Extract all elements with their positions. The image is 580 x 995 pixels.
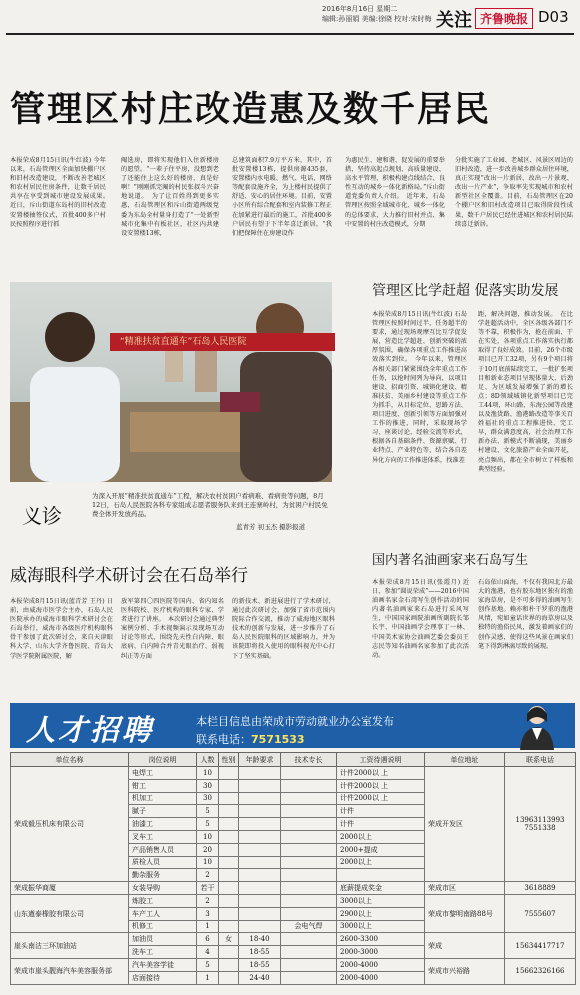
- cell-position: 汽车美容学徒: [129, 958, 197, 971]
- story2-headline: 管理区比学赶超 促落实助发展: [372, 283, 559, 299]
- cell-position: 钳工: [129, 779, 197, 792]
- cell-position: 叉车工: [129, 830, 197, 843]
- cell-position: 炼胶工: [129, 894, 197, 907]
- cell-salary: 2000-4000: [337, 958, 425, 971]
- story2-column-1: 本报荣成8月15日讯(牛红波) 石岛管理区按照时间过半，任务超半的要求，通过现场观摩互比互学促发展，营造比学超赶、创新突破的浓厚氛围，确保各项重点工作推进高效落实到位。 今年以来，管理区各相关部门紧紧围绕全年重点工作任务，以抢时间列为导向，以项目建设、招商引资、城镇化建设、精准扶贫、美丽乡村建设等重点工作为抓手，从目标定位、思路方法、项目进度、创新引领等方面加强对工作的推进，同时，采取现场学习、座谈讨论、经验交流等形式，根据各自基础条件、资源禀赋、行业特点、产业特色等，结合各自差异化方向的工作推进体系，找准差: [372, 311, 467, 464]
- cell-salary: 2000+提成: [337, 843, 425, 856]
- story3-column-3: 的新技术、新进展进行了学术研讨，通过此次研讨会，加强了省市范围内院际合作交流，推动了威海地区眼科技术的创新与发展，进一步推升了石岛人民医院眼科的区域影响力，并为该院即将投入使用的眼科视光中心打下了坚实基础。: [232, 598, 335, 660]
- cell-age: [239, 805, 281, 818]
- cell-gender: [219, 869, 239, 882]
- cell-position: 勤杂服务: [129, 869, 197, 882]
- cell-position: 腻子: [129, 805, 197, 818]
- cell-phone: 3618889: [505, 882, 576, 895]
- cell-gender: [219, 830, 239, 843]
- cell-count: 2: [197, 869, 219, 882]
- recruit-phone: 7571533: [251, 733, 305, 746]
- photo-caption-title: 义诊: [22, 504, 62, 528]
- col-count: 人数: [197, 753, 219, 767]
- cell-skill: [281, 958, 337, 971]
- cell-age: [239, 920, 281, 933]
- cell-count: 5: [197, 805, 219, 818]
- cell-skill: [281, 946, 337, 959]
- cell-gender: [219, 920, 239, 933]
- cell-count: 20: [197, 843, 219, 856]
- cell-skill: [281, 843, 337, 856]
- story3-column-2: 放军第四〇四医院等国内、省内知名医科院校、医疗机构的眼科专家、学者进行了讲座。 本次研讨会通过典型案例分析、手术视频演示及现场互动讨论等形式，围绕先天性白内障、眼底病、白内障合并青光眼治疗、弱视纠正等方面: [121, 598, 224, 660]
- cell-phone: 13963113993 7551338: [505, 767, 576, 882]
- cell-gender: [219, 818, 239, 831]
- cell-salary: 计件2000以 上: [337, 779, 425, 792]
- cell-count: 若干: [197, 882, 219, 895]
- cell-gender: [219, 779, 239, 792]
- cell-address: 荣成开发区: [425, 767, 505, 882]
- cell-company: 荣成毅压机床有限公司: [11, 767, 129, 882]
- cell-position: 油漆工: [129, 818, 197, 831]
- cell-gender: [219, 767, 239, 780]
- cell-age: [239, 856, 281, 869]
- photo-scene: [10, 282, 332, 482]
- cell-salary: 2000-4000: [337, 971, 425, 984]
- header-meta: [322, 4, 432, 24]
- cell-salary: 计件2000以 上: [337, 792, 425, 805]
- clinic-photo: [10, 282, 332, 482]
- cell-count: 3: [197, 907, 219, 920]
- photo-caption: 为深入开展“精准扶贫直通车”工程，解决农村贫困户看病难、看病贵等问题，8月12日，石岛人民医院各科专家组成志愿者服务队来到王连寨岭村，为贫困户村民免费全体开发放药品。: [92, 492, 328, 518]
- header-rule: [6, 33, 574, 35]
- cell-gender: [219, 843, 239, 856]
- cell-age: [239, 869, 281, 882]
- cell-age: [239, 882, 281, 895]
- cell-gender: 女: [219, 933, 239, 946]
- story3-headline: 威海眼科学术研讨会在石岛举行: [10, 566, 248, 586]
- cell-salary: 2000以上: [337, 856, 425, 869]
- cell-position: 洗车工: [129, 946, 197, 959]
- cell-skill: [281, 792, 337, 805]
- photo-credit: 蓝青芳 初玉杰 摄影报道: [236, 523, 306, 531]
- agent-illustration-icon: [512, 700, 562, 750]
- cell-age: [239, 818, 281, 831]
- recruit-phone-line: [196, 731, 305, 747]
- cell-company: 崖头南沽三环加油站: [11, 933, 129, 959]
- cell-salary: 3000以上: [337, 920, 425, 933]
- cell-gender: [219, 805, 239, 818]
- cell-age: [239, 894, 281, 907]
- cell-age: [239, 767, 281, 780]
- cell-count: 10: [197, 830, 219, 843]
- table-row: [11, 767, 576, 780]
- jobs-table: [10, 752, 576, 985]
- cell-phone: 7555607: [505, 894, 576, 932]
- story4-headline: 国内著名油画家来石岛写生: [372, 553, 529, 568]
- col-age: 年龄要求: [239, 753, 281, 767]
- cell-position: 机加工: [129, 792, 197, 805]
- cell-gender: [219, 894, 239, 907]
- cell-age: [239, 830, 281, 843]
- cell-salary: 计件: [337, 805, 425, 818]
- cell-count: 1: [197, 920, 219, 933]
- table-row: [11, 958, 576, 971]
- col-salary: 工资待遇说明: [337, 753, 425, 767]
- cell-address: 荣成: [425, 933, 505, 959]
- cell-salary: 2900以上: [337, 907, 425, 920]
- cell-salary: 底薪提成奖金: [337, 882, 425, 895]
- cell-skill: [281, 830, 337, 843]
- cell-count: 30: [197, 792, 219, 805]
- table-row: [11, 894, 576, 907]
- issue-date: 2016年8月16日 星期二: [322, 5, 398, 13]
- cell-phone: 15634417717: [505, 933, 576, 959]
- table-row: [11, 882, 576, 895]
- cell-position: 女装导购: [129, 882, 197, 895]
- cell-age: 18-40: [239, 933, 281, 946]
- cell-skill: [281, 882, 337, 895]
- cell-position: 电焊工: [129, 767, 197, 780]
- cell-phone: 15662326166: [505, 958, 576, 984]
- cell-salary: 2600-3300: [337, 933, 425, 946]
- cell-count: 30: [197, 779, 219, 792]
- cell-salary: 计件: [337, 818, 425, 831]
- cell-salary: 3000以上: [337, 894, 425, 907]
- cell-skill: [281, 869, 337, 882]
- cell-skill: [281, 971, 337, 984]
- cell-position: 加油员: [129, 933, 197, 946]
- jobs-table-body: [11, 767, 576, 985]
- lead-column-2: 阄选房，即将实现他们入住新楼房的愿望。“一辈子住平房，没想到老了还能住上这么好的楼房，真是好啊！”刚刚抓完阄的村民张叔斗兴奋地说道。 为了让百姓得到更多实惠，石岛管理区和斥山街道两级党委为东岛全村量身打造了“一处新型城市化集中有板社区，社区内共建设安置楼13栋，: [121, 157, 219, 237]
- cell-skill: [281, 894, 337, 907]
- page-number: D03: [538, 8, 569, 26]
- cell-count: 4: [197, 946, 219, 959]
- cell-position: 店面接待: [129, 971, 197, 984]
- lead-column-5: 分批实施了工业园、老城区、风景区周边的旧村改造，进一步改善城乡群众居住环境，真正实现“改出一片新居、改出一片景观、改出一片产业”，争取率先实现城市和农村新型社区全覆盖。目前，石岛管理区在20个棚户区和旧村改造项目已取得阶段性成果，数千户居民已经住进城区和农村居民陆续喜迁新居。: [455, 157, 573, 228]
- cell-salary: 计件2000以 上: [337, 767, 425, 780]
- cell-count: 6: [197, 933, 219, 946]
- cell-age: [239, 907, 281, 920]
- cell-position: 产品销售人员: [129, 843, 197, 856]
- cell-address: 荣成市区: [425, 882, 505, 895]
- col-address: 单位地址: [425, 753, 505, 767]
- photo-banner: “精准扶贫直通车”石岛人民医院: [110, 333, 335, 351]
- editor-credits: 编辑:孙丽娟 美编:徐晓 校对:宋时梅: [322, 15, 432, 23]
- cell-count: 10: [197, 856, 219, 869]
- cell-count: 1: [197, 971, 219, 984]
- section-title: 关注: [436, 10, 472, 31]
- col-company: 单位名称: [11, 753, 129, 767]
- cell-address: 荣成市兴裕路: [425, 958, 505, 984]
- col-skill: 技术专长: [281, 753, 337, 767]
- col-gender: 性别: [219, 753, 239, 767]
- cell-gender: [219, 958, 239, 971]
- cell-gender: [219, 907, 239, 920]
- lead-headline: 管理区村庄改造惠及数千居民: [10, 90, 492, 130]
- cell-gender: [219, 946, 239, 959]
- cell-salary: [337, 869, 425, 882]
- cell-age: [239, 779, 281, 792]
- cell-gender: [219, 792, 239, 805]
- cell-gender: [219, 882, 239, 895]
- lead-column-4: 为惠民生、建和谐、促发展的重要举措，坚持高起点规划、高质量建设、高水平管理，积极构建点线结合、良性互动的城乡一体化新格局。”斥山街道党委负责人介绍。 近年来，石岛管理区按照全域城市化、城乡一体化的总体要求，大力推行旧村并点、集中安置的村庄改造模式，分期: [345, 157, 445, 228]
- recruit-title: 人才招聘: [26, 713, 155, 747]
- cell-salary: 2000-3000: [337, 946, 425, 959]
- cell-skill: 会电气焊: [281, 920, 337, 933]
- jobs-table-header: [11, 753, 576, 767]
- lead-column-1: 本报荣成8月15日讯(牛红波) 今年以来，石岛管理区全面加快棚户区和旧村改造建设，不断改善老城区和农村居民住房条件，让数千居民共享在享受到城市建设发展成果。 近日，斥山街道东岛村的旧村改造安置楼抽签仪式，首批400多户村民按照程序进行抓: [10, 157, 113, 228]
- cell-position: 车产工人: [129, 907, 197, 920]
- cell-count: 2: [197, 894, 219, 907]
- story4-column-1: 本报荣成8月15日讯(张霞月) 近日，参加“圆说荣成”——2016中国油画名家金石湾写生创作活动的国内著名油画家来石岛进行采风写生，中国国家画院油画所副院长邹长宇、中国油画学会理事丁一林、中国美术家协会油画艺委会委员王志民等知名油画名家参加了此次活动。: [372, 579, 469, 659]
- cell-company: 荣成市崖头靓海汽车美容服务部: [11, 958, 129, 984]
- lead-column-3: 总建筑面积7.9万平方米，其中，首批安置楼13栋，提供房源435套，安置楼内水电暖、燃气、电话、网络等配套设施齐全，为上楼村民提供了舒适、安心的居住环境。目前，安置小区所有综合配套和室内装修工程正在加紧进行最后的施工，首批400多户居民有望于下半年喜迁新居。“我们把保障住在房建设作: [232, 157, 332, 237]
- cell-position: 机修工: [129, 920, 197, 933]
- cell-age: 18-55: [239, 946, 281, 959]
- cell-skill: [281, 933, 337, 946]
- col-phone: 联系电话: [505, 753, 576, 767]
- cell-salary: 2000以上: [337, 830, 425, 843]
- cell-count: 10: [197, 767, 219, 780]
- story2-column-2: 距，解决问题，推动发展。 在比学赶超活动中，全区各级各部门不等不靠，积极作为，抢在前面、干在实处，各项重点工作落实执行都取得了良好成效。目前，26个市级项目已开工32项，另有9个项目将于10月底前陆续完工，一批扩张项目和新业态项目呈现体量大、后劲足、为区域发展增强了新的增长点；8D领域城镇化新型项目已完工44项，环山路、东海公园等改建以及渔货路、渔港路改造等事关百姓福社的重点工程推进快、完工早，群众满意度高，社会治理工作新办法、新模式不断涌现，美丽乡村建设、文化旅游产业全面开花，亮点频出，都在全市树立了样板和典型经验。: [478, 311, 573, 473]
- cell-age: [239, 792, 281, 805]
- recruit-publisher: 本栏目信息由荣成市劳动就业办公室发布: [196, 715, 394, 728]
- story4-column-2: 石岛依山面海，不仅有我国北方最大的渔港，也有胶东地区独有的渔家海草房，是不可多得的油画写生创作基地。赖亦和朴干罗重的渔港风情，宛如童话世界的海草房以及独特的渔俗民风，激发着画家们的创作灵感，使得这些风景在画家们笔下得到淋漓尽致的展现。: [478, 579, 573, 650]
- cell-skill: [281, 856, 337, 869]
- table-row: [11, 933, 576, 946]
- cell-gender: [219, 856, 239, 869]
- newspaper-logo: 齐鲁晚报: [475, 8, 533, 29]
- cell-age: 24-40: [239, 971, 281, 984]
- cell-company: 荣成振华商厦: [11, 882, 129, 895]
- cell-count: 5: [197, 818, 219, 831]
- cell-skill: [281, 818, 337, 831]
- cell-skill: [281, 767, 337, 780]
- story3-column-1: 本报荣成8月15日讯(蓝青芳 王丹) 日前，由威海市医学会主办，石岛人民医院承办的威海市眼科学术研讨会在石岛举行，威海市各级医疗机构眼科骨干参加了此次研讨会，来自天津眼科大学、山东大学齐鲁医院、青岛大学医学院附属医院，解: [10, 598, 113, 660]
- cell-skill: [281, 907, 337, 920]
- col-position: 岗位说明: [129, 753, 197, 767]
- cell-skill: [281, 779, 337, 792]
- cell-age: [239, 843, 281, 856]
- cell-skill: [281, 805, 337, 818]
- cell-gender: [219, 971, 239, 984]
- recruit-phone-label: 联系电话：: [196, 733, 251, 746]
- cell-company: 山东遒泰橡胶有限公司: [11, 894, 129, 932]
- cell-position: 质检人员: [129, 856, 197, 869]
- cell-address: 荣成市黎明南路88号: [425, 894, 505, 932]
- cell-age: 18-55: [239, 958, 281, 971]
- cell-count: 5: [197, 958, 219, 971]
